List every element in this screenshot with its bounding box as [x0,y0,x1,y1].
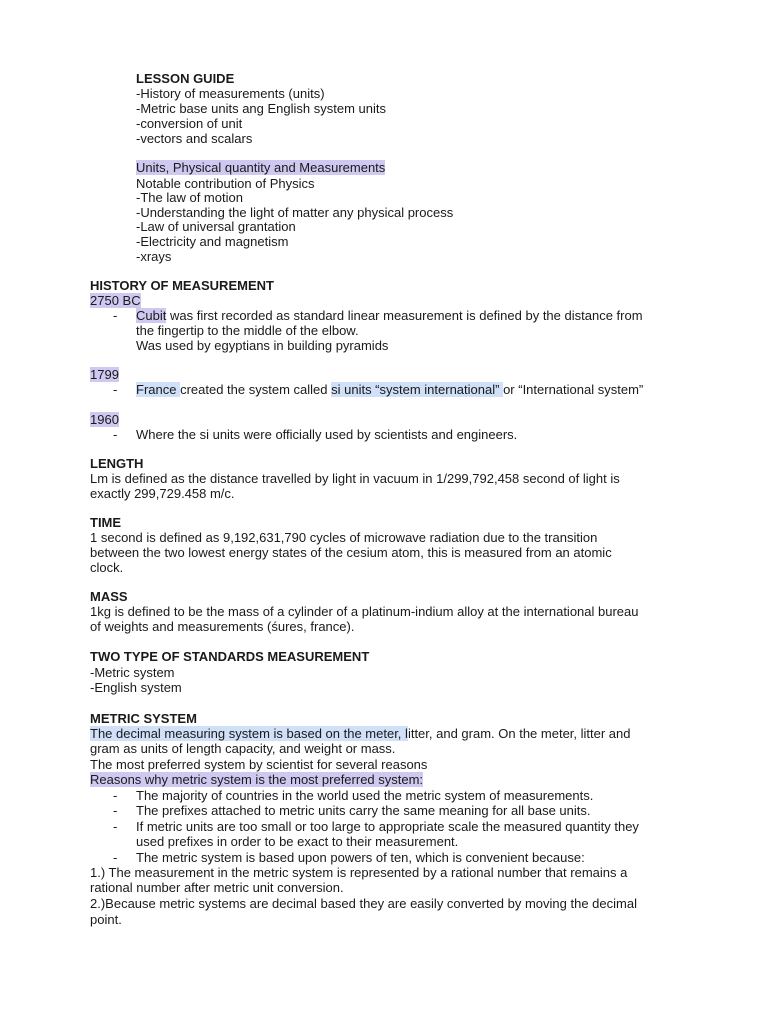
numbered-item: rational number after metric unit conversion. [90,880,344,895]
standards-heading: TWO TYPE OF STANDARDS MEASUREMENT [90,649,370,664]
year-highlight: 1960 [90,412,119,427]
decimal-highlight: The decimal measuring system is based on the meter, l [90,726,408,741]
topic-item: -Law of universal grantation [136,219,296,234]
time-heading: TIME [90,515,122,530]
year-1960 [90,412,119,427]
metric-line: The decimal measuring system is based on the meter, litter, and gram. On the meter, litter and [90,726,631,741]
topic-item: -The law of motion [136,190,243,205]
metric-heading: METRIC SYSTEM [90,711,197,726]
reason-item: used prefixes in order to be exact to their measurement. [136,834,459,849]
length-heading: LENGTH [90,456,144,471]
lesson-guide-item: -Metric base units ang English system units [136,101,386,116]
france-line: France created the system called si units “system international” or “International system” [136,382,644,397]
topic-item: -xrays [136,249,172,264]
cubit-highlight: Cubit [136,308,167,323]
metric-line: gram as units of length capacity, and weight or mass. [90,741,396,756]
si-official-line: Where the si units were officially used by scientists and engineers. [136,427,518,442]
bullet-dash: - [113,803,118,818]
topics-heading [136,160,385,175]
standards-item: -Metric system [90,665,175,680]
reason-item: The prefixes attached to metric units carry the same meaning for all base units. [136,803,591,818]
mass-line: 1kg is defined to be the mass of a cylinder of a platinum-indium alloy at the international bureau [90,604,639,619]
length-line: Lm is defined as the distance travelled by light in vacuum in 1/299,792,458 second of light is [90,471,620,486]
lesson-guide-item: -vectors and scalars [136,131,253,146]
topic-item: -Understanding the light of matter any physical process [136,205,454,220]
bullet-dash: - [113,788,118,803]
history-heading: HISTORY OF MEASUREMENT [90,278,274,293]
numbered-item: point. [90,912,122,927]
mass-heading: MASS [90,589,128,604]
bullet-dash: - [113,427,118,442]
numbered-item: 2.)Because metric systems are decimal based they are easily converted by moving the decimal [90,896,637,911]
bullet-dash: - [113,308,118,323]
year-2750 [90,293,141,308]
bullet-dash: - [113,819,118,834]
year-highlight: 1799 [90,367,119,382]
bullet-dash: - [113,382,118,397]
mass-line: of weights and measurements (śures, france). [90,619,355,634]
topics-heading-highlight: Units, Physical quantity and Measurements [136,160,386,175]
si-units-highlight: si units “system international” [331,382,504,397]
reason-item: The majority of countries in the world used the metric system of measurements. [136,788,594,803]
reasons-heading [90,772,423,787]
year-1799 [90,367,119,382]
cubit-line: Cubit was first recorded as standard linear measurement is defined by the distance from [136,308,643,323]
topic-item: -Electricity and magnetism [136,234,289,249]
numbered-item: 1.) The measurement in the metric system is represented by a rational number that remains a [90,865,628,880]
time-line: between the two lowest energy states of the cesium atom, this is measured from an atomic [90,545,612,560]
lesson-guide-heading: LESSON GUIDE [136,71,235,86]
reason-item: The metric system is based upon powers of ten, which is convenient because: [136,850,585,865]
lesson-guide-item: -conversion of unit [136,116,243,131]
reasons-highlight: Reasons why metric system is the most preferred system: [90,772,424,787]
france-highlight: France [136,382,181,397]
bullet-dash: - [113,850,118,865]
standards-item: -English system [90,680,182,695]
length-line: exactly 299,729.458 m/c. [90,486,235,501]
reason-item: If metric units are too small or too large to appropriate scale the measured quantity they [136,819,639,834]
cubit-line-2: the fingertip to the middle of the elbow. [136,323,359,338]
metric-line: The most preferred system by scientist for several reasons [90,757,428,772]
year-highlight: 2750 BC [90,293,141,308]
time-line: 1 second is defined as 9,192,631,790 cycles of microwave radiation due to the transition [90,530,598,545]
lesson-guide-item: -History of measurements (units) [136,86,325,101]
cubit-line-3: Was used by egyptians in building pyramids [136,338,389,353]
topics-subheading: Notable contribution of Physics [136,176,315,191]
time-line: clock. [90,560,124,575]
